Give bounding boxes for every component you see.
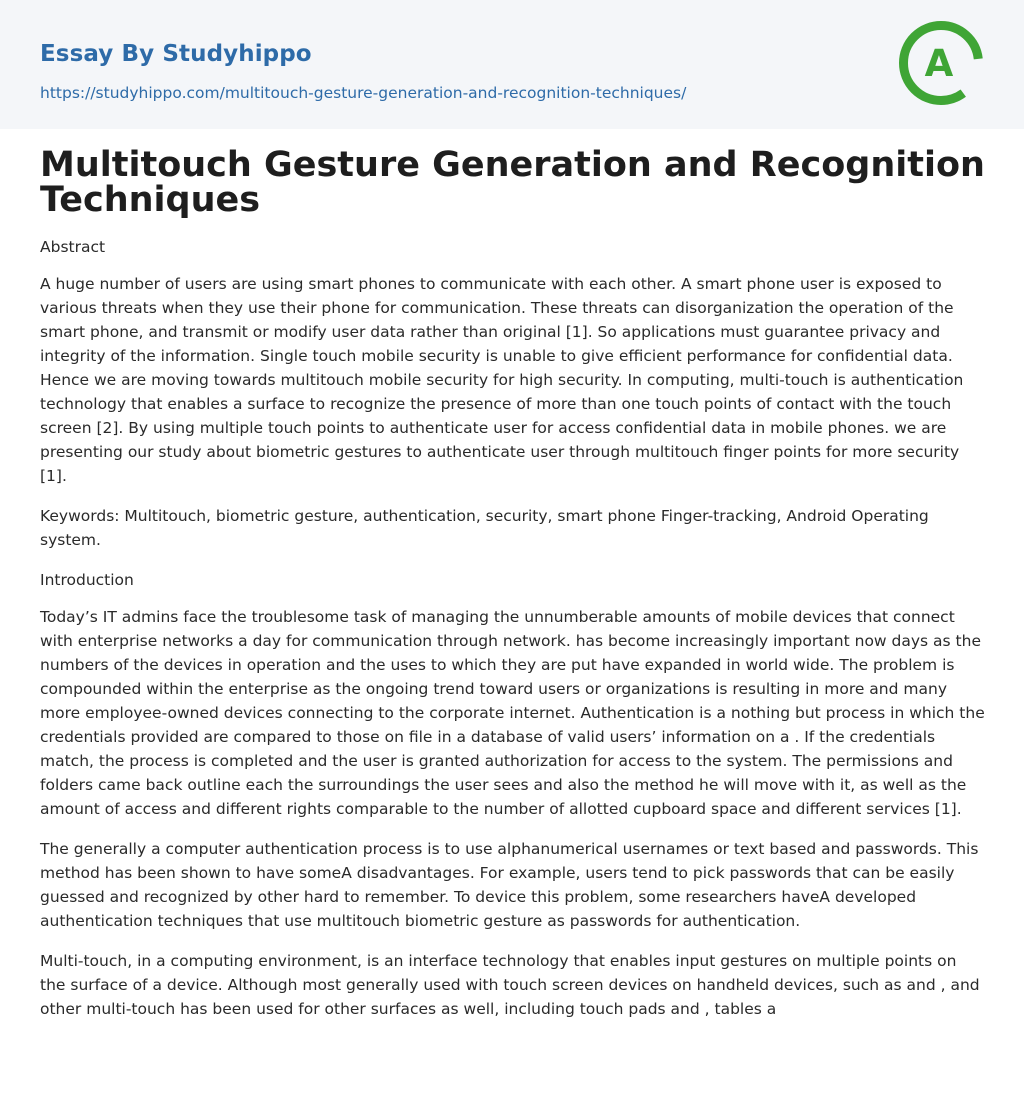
studyhippo-logo-icon[interactable] bbox=[898, 20, 984, 106]
introduction-heading: Introduction bbox=[40, 571, 134, 589]
intro-paragraph-2: The generally a computer authentication process is to use alphanumerical usernames or text based and passwords. This method has been shown to have someA disadvantages. For example, users tend to pick passwords that can be easily guessed and recognized by other hard to remember. To device this problem, some researchers haveA developed authentication techniques that use multitouch biometric gesture as passwords for authentication. bbox=[40, 840, 979, 930]
keywords-paragraph: Keywords: Multitouch, biometric gesture, authentication, security, smart phone Finger-tracking, Android Operating system. bbox=[40, 507, 929, 549]
article-url-link[interactable]: https://studyhippo.com/multitouch-gesture-generation-and-recognition-techniques/ bbox=[40, 84, 687, 102]
intro-paragraph-1: Today’s IT admins face the troublesome task of managing the unnumberable amounts of mobile devices that connect with enterprise networks a day for communication through network. has become increasingly important now days as the numbers of the devices in operation and the uses to which they are put have expanded in world wide. The problem is compounded within the enterprise as the ongoing trend toward users or organizations is resulting in more and many more employee-owned devices connecting to the corporate internet. Authentication is a nothing but process in which the credentials provided are compared to those on file in a database of valid users’ information on a . If the credentials match, the process is completed and the user is granted authorization for access to the system. The permissions and folders came back outline each the surroundings the user sees and also the method he will move with it, as well as the amount of access and different rights comparable to the number of allotted cupboard space and different services [1]. bbox=[40, 608, 985, 818]
logo-letter: A bbox=[924, 42, 954, 85]
article-body bbox=[40, 145, 986, 1021]
site-brand[interactable]: Essay By Studyhippo bbox=[40, 41, 312, 67]
abstract-heading: Abstract bbox=[40, 238, 106, 256]
article-title: Multitouch Gesture Generation and Recognition Techniques bbox=[40, 145, 985, 220]
intro-paragraph-3: Multi-touch, in a computing environment, is an interface technology that enables input gestures on multiple points on the surface of a device. Although most generally used with touch screen devices on handheld devices, such as and , and other multi-touch has been used for other surfaces as well, including touch pads and , tables a bbox=[40, 952, 980, 1018]
site-header bbox=[0, 0, 1024, 129]
abstract-paragraph: A huge number of users are using smart phones to communicate with each other. A smart phone user is exposed to various threats when they use their phone for communication. These threats can disorganization the operation of the smart phone, and transmit or modify user data rather than original [1]. So applications must guarantee privacy and integrity of the information. Single touch mobile security is unable to give efficient performance for confidential data. Hence we are moving towards multitouch mobile security for high security. In computing, multi-touch is authentication technology that enables a surface to recognize the presence of more than one touch points of contact with the touch screen [2]. By using multiple touch points to authenticate user for access confidential data in mobile phones. we are presenting our study about biometric gestures to authenticate user through multitouch finger points for more security [1]. bbox=[40, 275, 964, 485]
